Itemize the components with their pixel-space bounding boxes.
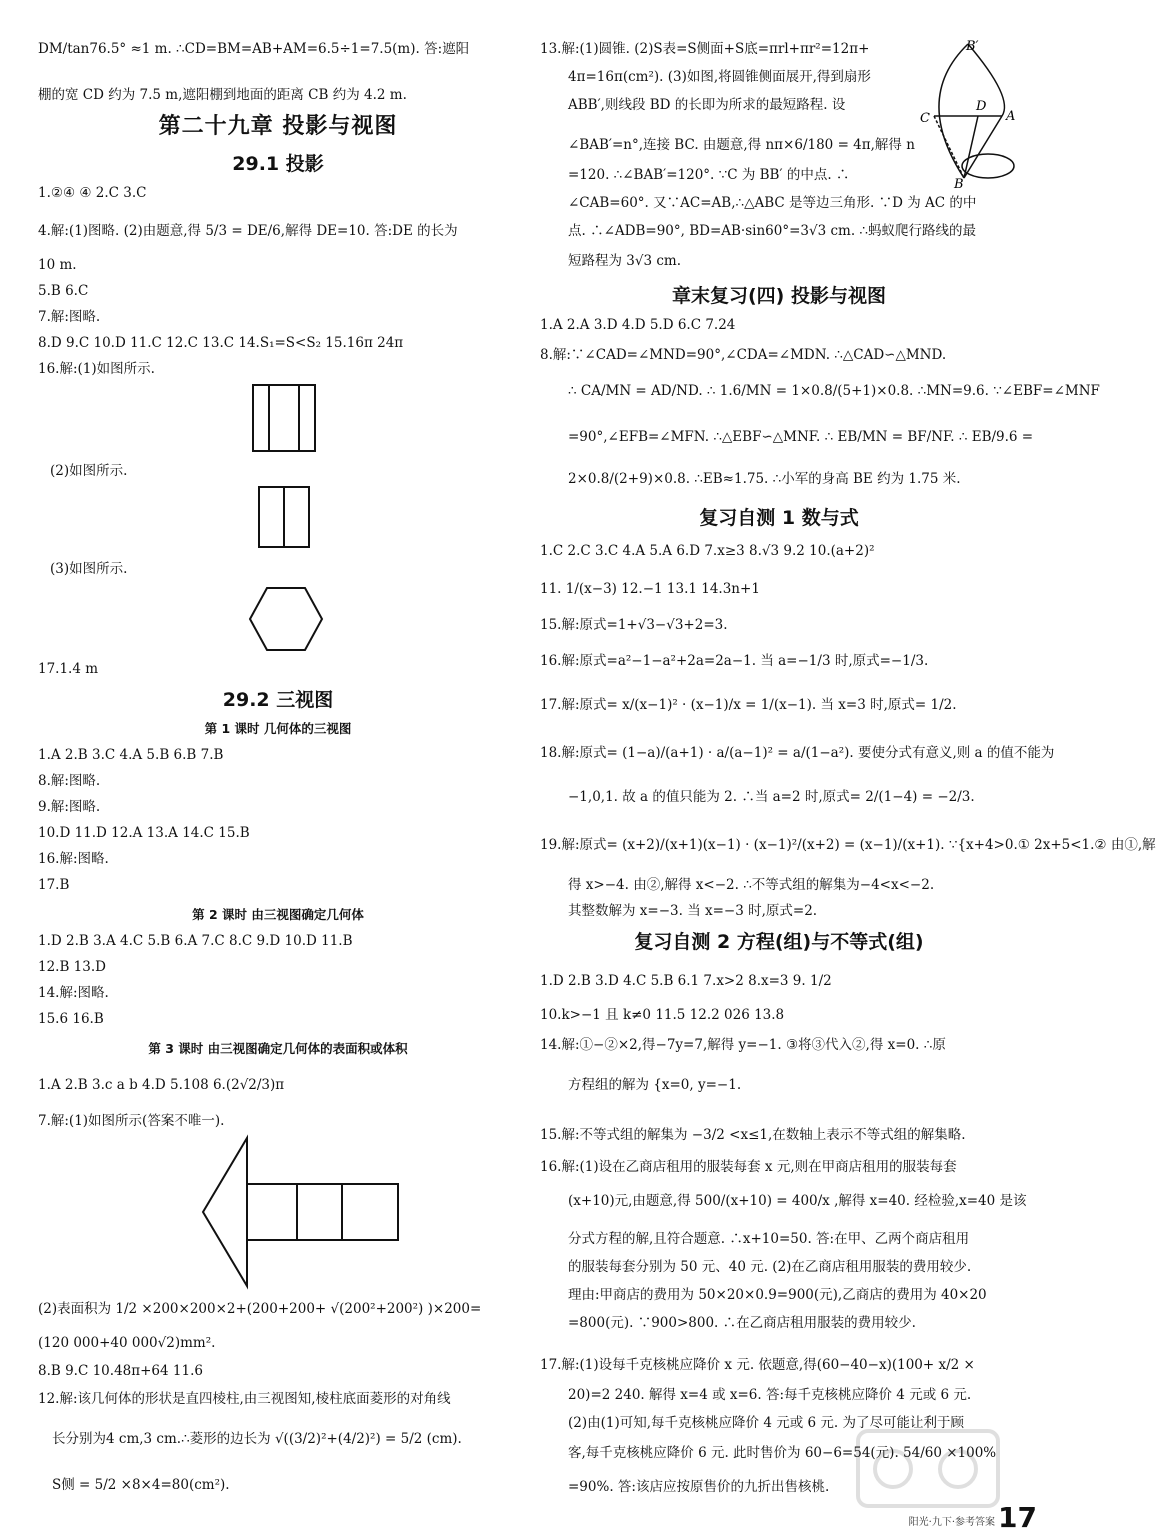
- answer-line: 10 m.: [38, 257, 77, 273]
- answer-line: 其整数解为 x=−3. 当 x=−3 时,原式=2.: [568, 903, 818, 919]
- answer-line: (x+10)元,由题意,得 500/(x+10) = 400/x ,解得 x=40. 经检验,x=40 是该: [568, 1193, 1027, 1209]
- answer-line: 20)=2 240. 解得 x=4 或 x=6. 答:每千克核桃应降价 4 元或 6 元.: [568, 1387, 972, 1403]
- answer-line: 10.D 11.D 12.A 13.A 14.C 15.B: [38, 825, 250, 841]
- answer-line: (3)如图所示.: [50, 561, 128, 577]
- answer-line: =90°,∠EFB=∠MFN. ∴△EBF∽△MNF. ∴ EB/MN = BF/NF. ∴ EB/9.6 =: [568, 429, 1034, 445]
- answer-line: 1.D 2.B 3.D 4.C 5.B 6.1 7.x>2 8.x=3 9. 1/2: [540, 973, 832, 989]
- answer-line: 14.解:图略.: [38, 985, 109, 1001]
- text-line: DM/tan76.5° ≈1 m. ∴CD=BM=AB+AM=6.5÷1=7.5(m). 答:遮阳: [38, 41, 470, 57]
- hexagon-figure: [248, 586, 324, 652]
- net-figure: [202, 1136, 402, 1288]
- lesson-title: 第 3 课时 由三视图确定几何体的表面积或体积: [148, 1041, 408, 1056]
- answer-line: (2)如图所示.: [50, 463, 128, 479]
- answer-line: S侧 = 5/2 ×8×4=80(cm²).: [52, 1477, 230, 1493]
- chapter-title: 第二十九章 投影与视图: [158, 114, 398, 139]
- answer-line: 14.解:①−②×2,得−7y=7,解得 y=−1. ③将③代入②,得 x=0. ∴原: [540, 1037, 946, 1053]
- answer-line: (120 000+40 000√2)mm².: [38, 1335, 216, 1351]
- answer-line: 9.解:图略.: [38, 799, 101, 815]
- answer-line: 16.解:图略.: [38, 851, 109, 867]
- footer-label: 阳光·九下·参考答案: [908, 1517, 995, 1528]
- answer-line: 17.B: [38, 877, 70, 893]
- answer-line: 16.解:(1)设在乙商店租用的服装每套 x 元,则在甲商店租用的服装每套: [540, 1159, 957, 1175]
- answer-line: ∴ CA/MN = AD/ND. ∴ 1.6/MN = 1×0.8/(5+1)×0.8. ∴MN=9.6. ∵∠EBF=∠MNF: [568, 383, 1100, 399]
- section-title: 章末复习(四) 投影与视图: [672, 285, 886, 307]
- answer-line: 8.解:图略.: [38, 773, 101, 789]
- answer-line: =120. ∴∠BAB′=120°. ∵C 为 BB′ 的中点. ∴: [568, 167, 850, 183]
- answer-line: ∠CAB=60°. 又∵AC=AB,∴△ABC 是等边三角形. ∵D 为 AC 的中: [568, 195, 977, 211]
- watermark-logo: [853, 1421, 1003, 1516]
- lesson-title: 第 1 课时 几何体的三视图: [204, 721, 352, 736]
- fig-label: B: [954, 177, 964, 192]
- answer-line: 11. 1/(x−3) 12.−1 13.1 14.3n+1: [540, 581, 760, 597]
- answer-line: 2×0.8/(2+9)×0.8. ∴EB≈1.75. ∴小军的身高 BE 约为 1.75 米.: [568, 471, 961, 487]
- answer-line: 4.解:(1)图略. (2)由题意,得 5/3 = DE/6,解得 DE=10. 答:DE 的长为: [38, 223, 458, 239]
- answer-line: 得 x>−4. 由②,解得 x<−2. ∴不等式组的解集为−4<x<−2.: [568, 877, 935, 893]
- answer-line: 短路程为 3√3 cm.: [568, 253, 682, 269]
- page-number: 17: [998, 1501, 1037, 1534]
- answer-line: 13.解:(1)圆锥. (2)S表=S侧面+S底=πrl+πr²=12π+: [540, 41, 870, 57]
- answer-line: ABB′,则线段 BD 的长即为所求的最短路程. 设: [568, 97, 846, 113]
- answer-line: 17.解:原式= x/(x−1)² · (x−1)/x = 1/(x−1). 当 x=3 时,原式= 1/2.: [540, 697, 957, 713]
- section-title: 复习自测 2 方程(组)与不等式(组): [634, 931, 924, 953]
- answer-line: 1.②④ ④ 2.C 3.C: [38, 185, 147, 201]
- answer-line: 4π=16π(cm²). (3)如图,将圆锥侧面展开,得到扇形: [568, 69, 871, 85]
- lesson-title: 第 2 课时 由三视图确定几何体: [192, 907, 364, 922]
- answer-line: 分式方程的解,且符合题意. ∴x+10=50. 答:在甲、乙两个商店租用: [568, 1231, 970, 1247]
- answer-line: 点. ∴∠ADB=90°, BD=AB·sin60°=3√3 cm. ∴蚂蚁爬行路线的最: [568, 223, 977, 239]
- answer-line: 17.1.4 m: [38, 661, 99, 677]
- answer-line: 1.A 2.B 3.C 4.A 5.B 6.B 7.B: [38, 747, 224, 763]
- answer-line: 8.D 9.C 10.D 11.C 12.C 13.C 14.S₁=S<S₂ 15.16π 24π: [38, 335, 404, 351]
- fig-label: A: [1006, 109, 1016, 124]
- answer-line: −1,0,1. 故 a 的值只能为 2. ∴当 a=2 时,原式= 2/(1−4) = −2/3.: [568, 789, 975, 805]
- answer-line: 方程组的解为 {x=0, y=−1.: [568, 1077, 742, 1093]
- answer-line: 长分别为4 cm,3 cm.∴菱形的边长为 √((3/2)²+(4/2)²) = 5/2 (cm).: [52, 1431, 462, 1447]
- answer-line: 12.B 13.D: [38, 959, 106, 975]
- section-title: 29.2 三视图: [222, 689, 334, 711]
- fig-label: D: [976, 99, 987, 114]
- answer-line: =800(元). ∵900>800. ∴在乙商店租用服装的费用较少.: [568, 1315, 916, 1331]
- answer-line: 1.D 2.B 3.A 4.C 5.B 6.A 7.C 8.C 9.D 10.D 11.B: [38, 933, 353, 949]
- answer-line: 8.解:∵∠CAD=∠MND=90°,∠CDA=∠MDN. ∴△CAD∽△MND.: [540, 347, 947, 363]
- answer-line: 1.C 2.C 3.C 4.A 5.A 6.D 7.x≥3 8.√3 9.2 10.(a+2)²: [540, 543, 875, 559]
- fig-label: B′: [966, 39, 979, 54]
- answer-line: (2)表面积为 1/2 ×200×200×2+(200+200+ √(200²+200²) )×200=: [38, 1301, 482, 1317]
- answer-line: 客,每千克核桃应降价 6 元. 此时售价为 60−6=54(元). 54/60 ×100%: [568, 1445, 997, 1461]
- answer-line: 的服装每套分别为 50 元、40 元. (2)在乙商店租用服装的费用较少.: [568, 1259, 972, 1275]
- answer-line: 12.解:该几何体的形状是直四棱柱,由三视图知,棱柱底面菱形的对角线: [38, 1391, 451, 1407]
- answer-line: 16.解:(1)如图所示.: [38, 361, 155, 377]
- answer-line: 10.k>−1 且 k≠0 11.5 12.2 026 13.8: [540, 1007, 785, 1023]
- answer-line: 15.解:不等式组的解集为 −3/2 <x≤1,在数轴上表示不等式组的解集略.: [540, 1127, 966, 1143]
- answer-line: 5.B 6.C: [38, 283, 89, 299]
- answer-line: 1.A 2.B 3.c a b 4.D 5.108 6.(2√2/3)π: [38, 1077, 285, 1093]
- answer-line: (2)由(1)可知,每千克核桃应降价 4 元或 6 元. 为了尽可能让利于顾: [568, 1415, 964, 1431]
- answer-line: 15.解:原式=1+√3−√3+2=3.: [540, 617, 728, 633]
- three-rectangles-figure: [252, 384, 318, 454]
- answer-line: 16.解:原式=a²−1−a²+2a=2a−1. 当 a=−1/3 时,原式=−1/3.: [540, 653, 929, 669]
- text-line: 棚的宽 CD 约为 7.5 m,遮阳棚到地面的距离 CB 约为 4.2 m.: [38, 87, 407, 103]
- cone-figure: [918, 38, 1018, 192]
- answer-line: 15.6 16.B: [38, 1011, 104, 1027]
- answer-line: ∠BAB′=n°,连接 BC. 由题意,得 nπ×6/180 = 4π,解得 n: [568, 137, 915, 153]
- answer-line: 8.B 9.C 10.48π+64 11.6: [38, 1363, 203, 1379]
- answer-line: 1.A 2.A 3.D 4.D 5.D 6.C 7.24: [540, 317, 736, 333]
- answer-line: 7.解:图略.: [38, 309, 101, 325]
- answer-line: 理由:甲商店的费用为 50×20×0.9=900(元),乙商店的费用为 40×20: [568, 1287, 987, 1303]
- two-rectangles-figure: [258, 486, 312, 550]
- answer-line: 19.解:原式= (x+2)/(x+1)(x−1) · (x−1)²/(x+2) = (x−1)/(x+1). ∵{x+4>0.① 2x+5<1.② 由①,解: [540, 837, 1156, 853]
- answer-line: 17.解:(1)设每千克核桃应降价 x 元. 依题意,得(60−40−x)(100+ x/2 ×: [540, 1357, 975, 1373]
- answer-line: =90%. 答:该店应按原售价的九折出售核桃.: [568, 1479, 830, 1495]
- answer-line: 18.解:原式= (1−a)/(a+1) · a/(a−1)² = a/(1−a²). 要使分式有意义,则 a 的值不能为: [540, 745, 1055, 761]
- section-title: 复习自测 1 数与式: [699, 507, 859, 529]
- section-title: 29.1 投影: [232, 153, 324, 175]
- fig-label: C: [920, 111, 930, 126]
- answer-line: 7.解:(1)如图所示(答案不唯一).: [38, 1113, 225, 1129]
